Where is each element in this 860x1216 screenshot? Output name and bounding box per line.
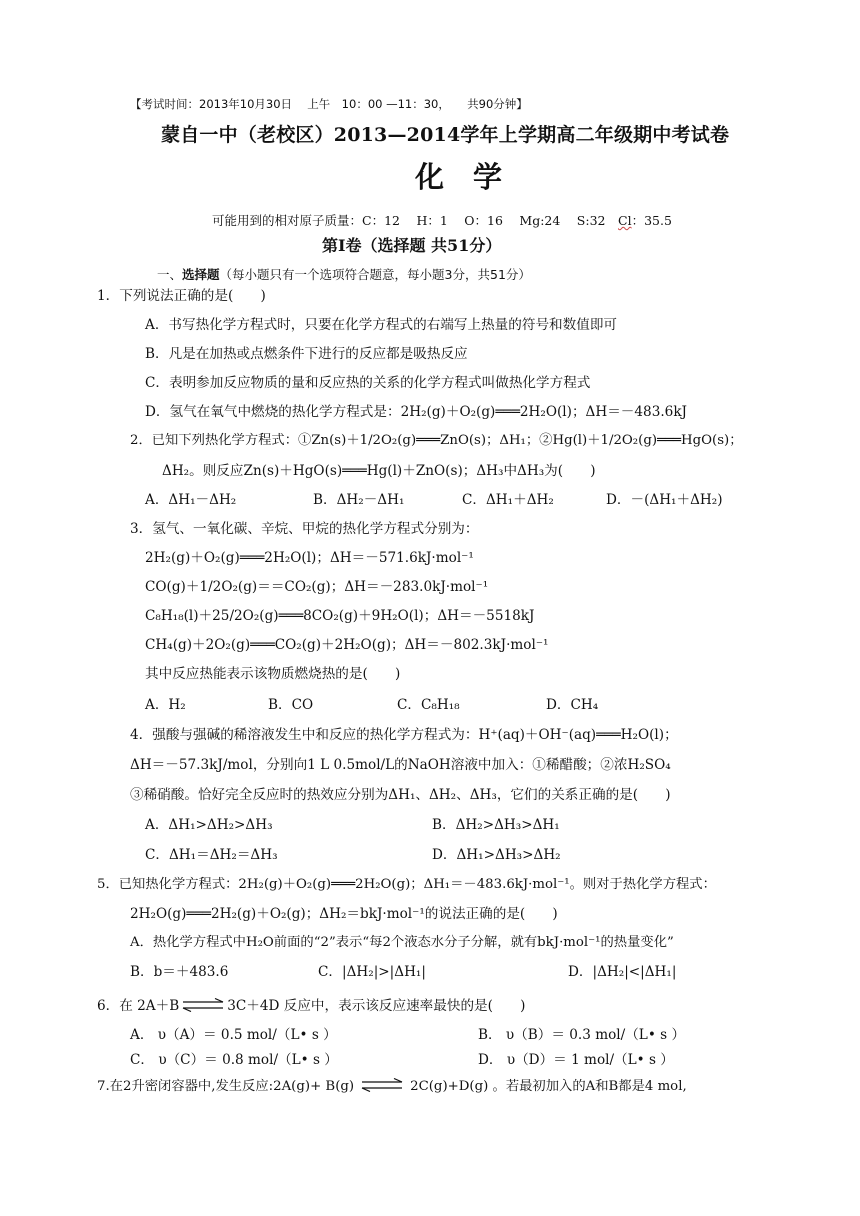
q3-option-c: C．C₈H₁₈	[397, 697, 460, 713]
q3-question: 其中反应热能表示该物质燃烧热的是( )	[145, 666, 401, 682]
q6-option-c: C． υ（C）＝ 0.8 mol/（L• s ）	[130, 1052, 338, 1068]
part-heading-note: （每小题只有一个选项符合题意，每小题3分，共51分）	[219, 267, 531, 282]
q5-option-d: D．|ΔH₂|<|ΔH₁|	[568, 964, 677, 980]
q2-option-b: B．ΔH₂－ΔH₁	[313, 492, 405, 508]
part-heading-bold: 选择题	[182, 267, 220, 282]
exam-time: 【考试时间：2013年10月30日 上午 10：00 —11：30， 共90分钟】	[130, 97, 528, 111]
q5-option-c: C．|ΔH₂|>|ΔH₁|	[318, 964, 426, 980]
q2-option-a: A．ΔH₁－ΔH₂	[145, 492, 237, 508]
school-title: 蒙自一中（老校区）2013—2014学年上学期高二年级期中考试卷	[161, 124, 730, 146]
q3-eq4: CH₄(g)＋2O₂(g)═══CO₂(g)＋2H₂O(g)；ΔH＝－802.3kJ·mol⁻¹	[145, 637, 549, 653]
equilibrium-arrow-icon	[181, 998, 225, 1012]
q4-option-c: C．ΔH₁＝ΔH₂＝ΔH₃	[145, 847, 278, 863]
q6-stem-suffix: 3C＋4D 反应中，表示该反应速率最快的是( )	[227, 998, 526, 1014]
q1-option-c: C．表明参加反应物质的量和反应热的关系的化学方程式叫做热化学方程式	[145, 375, 591, 391]
q1-stem: 1．下列说法正确的是( )	[97, 288, 266, 304]
section-title: 第Ⅰ卷（选择题 共51分）	[322, 236, 502, 255]
q5-option-a: A．热化学方程式中H₂O前面的“2”表示“每2个液态水分子分解，就有bkJ·mol⁻¹的热量变化”	[130, 935, 674, 950]
q5-option-b: B．b＝＋483.6	[130, 964, 229, 980]
q3-option-d: D．CH₄	[546, 697, 599, 713]
q2-option-c: C．ΔH₁＋ΔH₂	[462, 492, 554, 508]
q6-stem	[97, 997, 525, 1015]
q2-line2: ΔH₂。则反应Zn(s)＋HgO(s)═══Hg(l)＋ZnO(s)；ΔH₃中ΔH₃为( )	[162, 463, 596, 479]
part-heading-prefix: 一、	[157, 267, 183, 282]
q6-option-a: A． υ（A）＝ 0.5 mol/（L• s ）	[130, 1027, 337, 1043]
q1-option-d: D．氢气在氧气中燃烧的热化学方程式是：2H₂(g)＋O₂(g)═══2H₂O(l)；ΔH＝－483.6kJ	[145, 404, 688, 420]
q4-option-a: A．ΔH₁>ΔH₂>ΔH₃	[145, 817, 273, 833]
q2-option-d: D．－(ΔH₁＋ΔH₂)	[606, 492, 723, 508]
q2-line1: 2．已知下列热化学方程式：①Zn(s)＋1/2O₂(g)═══ZnO(s)；ΔH₁；②Hg(l)＋1/2O₂(g)═══HgO(s)；	[130, 433, 743, 448]
q7-stem-prefix: 7.在2升密闭容器中,发生反应:2A(g)+ B(g)	[97, 1079, 355, 1094]
q4-line2: ΔH＝－57.3kJ/mol，分别向1 L 0.5mol/L的NaOH溶液中加入：①稀醋酸；②浓H₂SO₄	[130, 757, 671, 773]
q3-eq1: 2H₂(g)＋O₂(g)═══2H₂O(l)；ΔH＝－571.6kJ·mol⁻¹	[145, 550, 474, 566]
q1-option-b: B．凡是在加热或点燃条件下进行的反应都是吸热反应	[145, 346, 468, 362]
atomic-mass-values: C：12 H：1 O：16 Mg:24 S:32	[362, 213, 618, 228]
q7-stem	[97, 1078, 687, 1096]
q3-option-b: B．CO	[268, 697, 314, 713]
q4-line3: ③稀硝酸。恰好完全反应时的热效应分别为ΔH₁、ΔH₂、ΔH₃，它们的关系正确的是( )	[130, 787, 671, 803]
q3-option-a: A．H₂	[145, 697, 186, 713]
q3-stem: 3．氢气、一氧化碳、辛烷、甲烷的热化学方程式分别为：	[130, 521, 479, 537]
atomic-mass-cl: Cl	[618, 213, 632, 228]
subject-title: 化 学	[415, 160, 503, 194]
q4-option-b: B．ΔH₂>ΔH₃>ΔH₁	[432, 817, 560, 833]
atomic-mass-line	[212, 212, 672, 230]
q5-line1: 5．已知热化学方程式：2H₂(g)＋O₂(g)═══2H₂O(g)；ΔH₁＝－483.6kJ·mol⁻¹。则对于热化学方程式：	[97, 877, 716, 892]
q6-stem-prefix: 6．在 2A＋B	[97, 998, 180, 1014]
atomic-mass-cl-value: ：35.5	[631, 213, 672, 228]
q5-line2: 2H₂O(g)═══2H₂(g)＋O₂(g)；ΔH₂＝bkJ·mol⁻¹的说法正确的是( )	[130, 906, 558, 922]
q3-eq2: CO(g)＋1/2O₂(g)＝＝CO₂(g)；ΔH＝－283.0kJ·mol⁻¹	[145, 579, 489, 595]
q7-stem-suffix: 2C(g)+D(g) 。若最初加入的A和B都是4 mol,	[410, 1079, 687, 1094]
q6-option-b: B． υ（B）＝ 0.3 mol/（L• s ）	[478, 1027, 686, 1043]
q6-option-d: D． υ（D）＝ 1 mol/（L• s ）	[478, 1052, 674, 1068]
q1-option-a: A．书写热化学方程式时，只要在化学方程式的右端写上热量的符号和数值即可	[145, 317, 618, 333]
part-heading	[157, 266, 531, 284]
q4-line1: 4．强酸与强碱的稀溶液发生中和反应的热化学方程式为：H⁺(aq)＋OH⁻(aq)═══H₂O(l)；	[130, 727, 678, 743]
equilibrium-arrow-icon	[360, 1078, 404, 1092]
q4-option-d: D．ΔH₁>ΔH₃>ΔH₂	[432, 847, 561, 863]
q3-eq3: C₈H₁₈(l)＋25/2O₂(g)═══8CO₂(g)＋9H₂O(l)；ΔH＝－5518kJ	[145, 608, 535, 624]
atomic-mass-label: 可能用到的相对原子质量：	[212, 213, 363, 228]
